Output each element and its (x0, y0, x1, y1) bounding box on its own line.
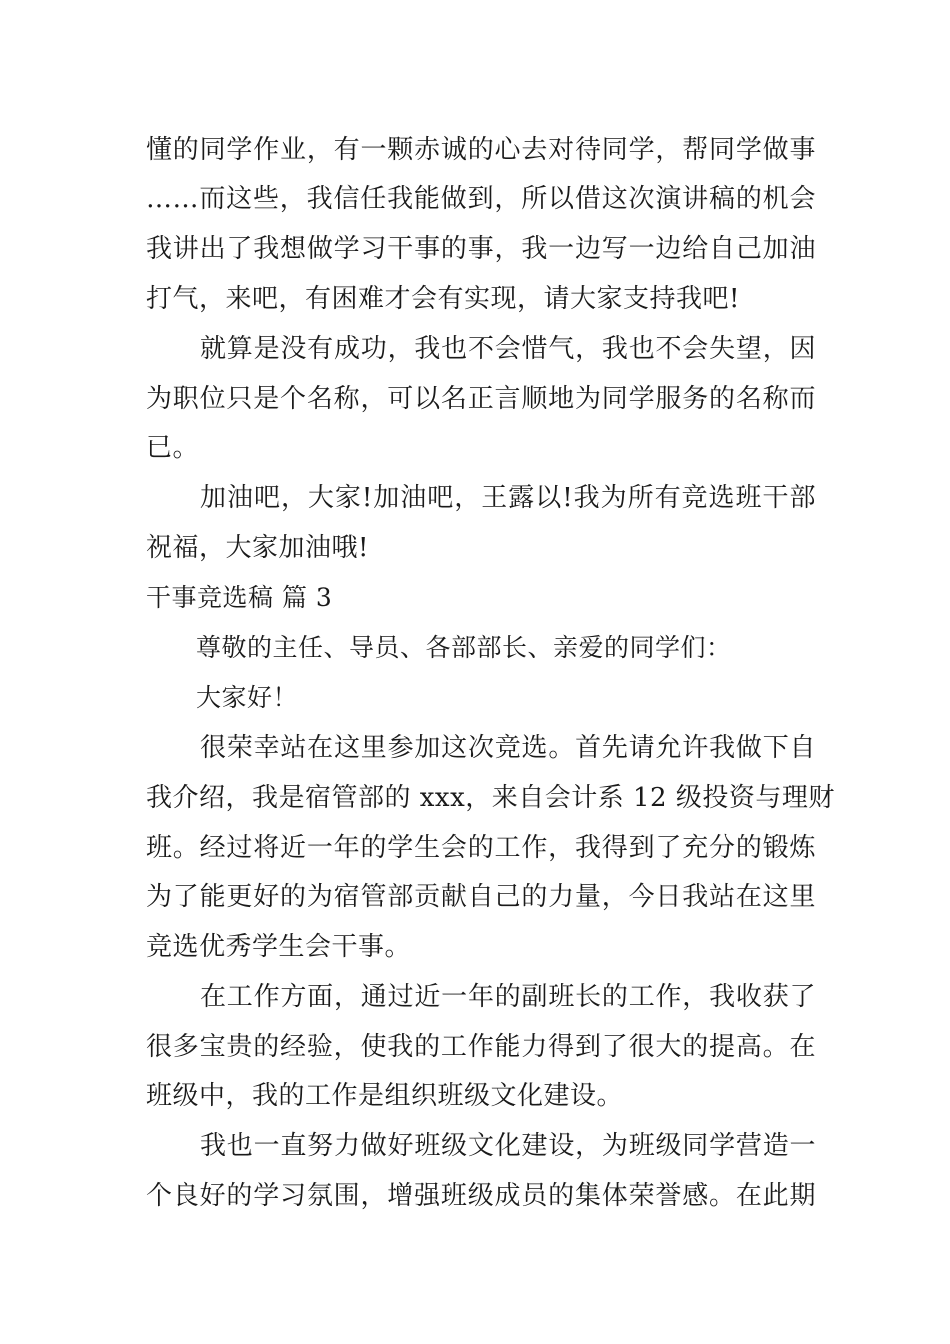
section-heading: 干事竞选稿 篇 3 (146, 583, 333, 612)
text-line: 懂的同学作业，有一颗赤诚的心去对待同学，帮同学做事 (146, 135, 816, 165)
text-line: 我讲出了我想做学习干事的事，我一边写一边给自己加油 (146, 234, 816, 264)
text-line: 竞选优秀学生会干事。 (146, 932, 412, 962)
paragraph-first-line: 我也一直努力做好班级文化建设，为班级同学营造一 (200, 1131, 816, 1161)
paragraph-first-line: 很荣幸站在这里参加这次竞选。首先请允许我做下自 (200, 733, 816, 763)
text-line: 班。经过将近一年的学生会的工作，我得到了充分的锻炼 (146, 833, 816, 863)
text-line: ……而这些，我信任我能做到，所以借这次演讲稿的机会 (146, 184, 816, 214)
text-line: 为了能更好的为宿管部贡献自己的力量，今日我站在这里 (146, 882, 816, 912)
paragraph-first-line: 加油吧，大家!加油吧，王露以!我为所有竞选班干部 (200, 483, 816, 513)
paragraph-first-line: 就算是没有成功，我也不会惜气，我也不会失望，因 (200, 334, 816, 364)
text-line: 个良好的学习氛围，增强班级成员的集体荣誉感。在此期 (146, 1181, 816, 1211)
text-line: 祝福，大家加油哦! (146, 533, 369, 563)
text-line: 班级中，我的工作是组织班级文化建设。 (146, 1081, 624, 1111)
paragraph-first-line: 在工作方面，通过近一年的副班长的工作，我收获了 (200, 982, 816, 1012)
text-line: 很多宝贵的经验，使我的工作能力得到了很大的提高。在 (146, 1032, 816, 1062)
text-line: 为职位只是个名称，可以名正言顺地为同学服务的名称而 (146, 384, 816, 414)
greeting: 大家好！ (196, 683, 299, 712)
text-line: 已。 (146, 433, 200, 463)
text-line: 打气，来吧，有困难才会有实现，请大家支持我吧! (146, 284, 740, 314)
salutation: 尊敬的主任、导员、各部部长、亲爱的同学们： (196, 633, 732, 662)
text-line: 我介绍，我是宿管部的 xxx，来自会计系 12 级投资与理财 (146, 783, 835, 813)
